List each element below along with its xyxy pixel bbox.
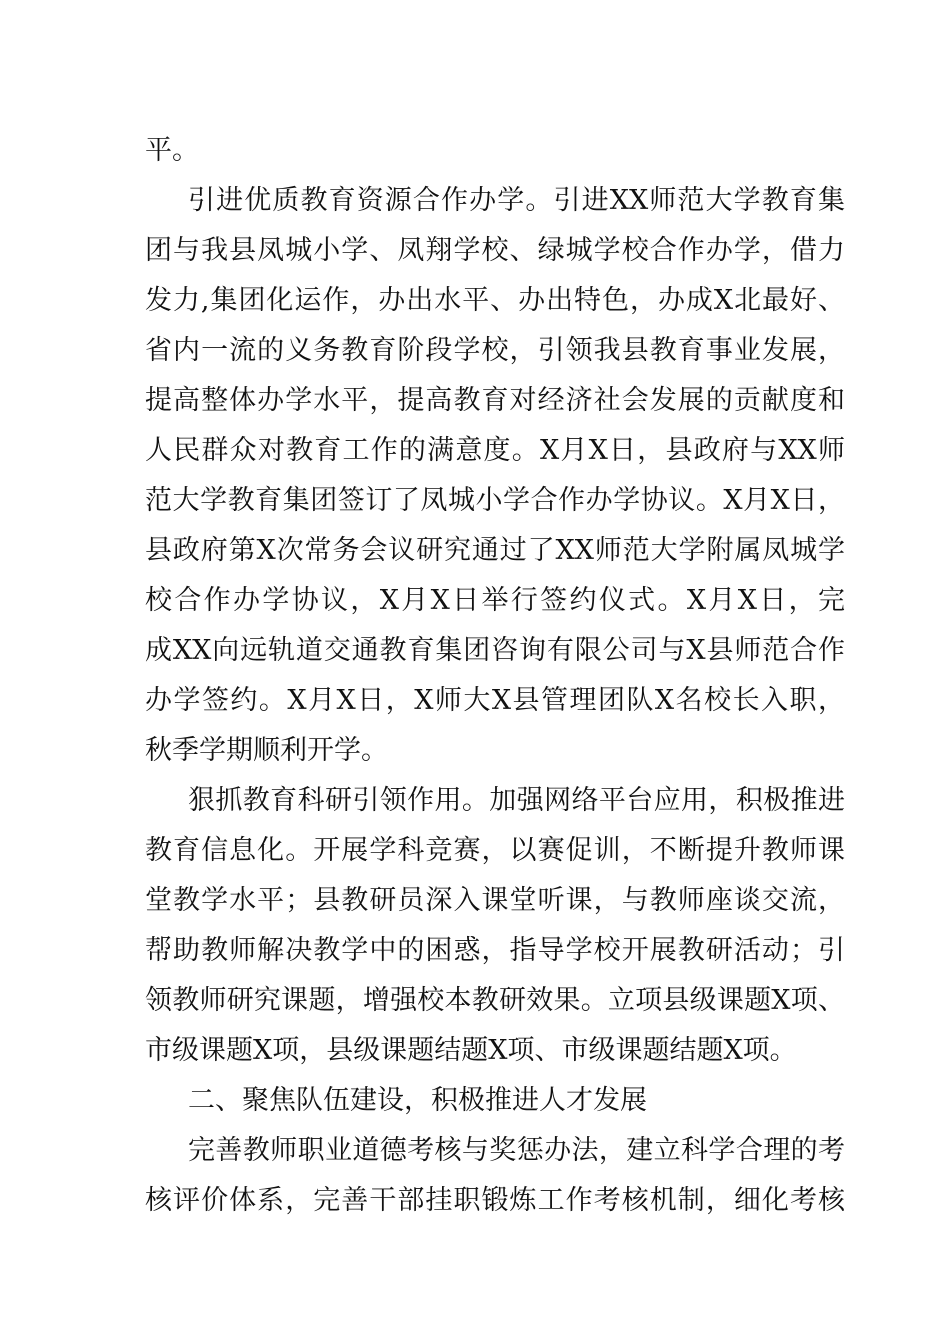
text-line: 省内一流的义务教育阶段学校，引领我县教育事业发展， [145, 335, 845, 366]
text-line: 帮助教师解决教学中的困惑，指导学校开展教研活动；引 [145, 935, 845, 966]
text-line: 教育信息化。开展学科竞赛，以赛促训，不断提升教师课 [145, 835, 845, 866]
text-line: 校合作办学协议，X月X日举行签约仪式。X月X日，完 [145, 585, 845, 616]
text-line: 引进优质教育资源合作办学。引进XX师范大学教育集 [188, 185, 845, 216]
text-line: 县政府第X次常务会议研究通过了XX师范大学附属凤城学 [145, 535, 845, 566]
text-line: 核评价体系，完善干部挂职锻炼工作考核机制，细化考核 [145, 1185, 845, 1216]
section-heading: 二、聚焦队伍建设，积极推进人才发展 [188, 1085, 647, 1116]
text-line: 成XX向远轨道交通教育集团咨询有限公司与X县师范合作 [145, 635, 845, 666]
text-line: 团与我县凤城小学、凤翔学校、绿城学校合作办学，借力 [145, 235, 845, 266]
text-line: 狠抓教育科研引领作用。加强网络平台应用，积极推进 [188, 785, 845, 816]
text-line: 发力,集团化运作，办出水平、办出特色，办成X北最好、 [145, 285, 845, 316]
text-line: 平。 [145, 135, 199, 166]
text-line: 人民群众对教育工作的满意度。X月X日，县政府与XX师 [145, 435, 845, 466]
text-line: 范大学教育集团签订了凤城小学合作办学协议。X月X日， [145, 485, 845, 516]
text-line: 堂教学水平；县教研员深入课堂听课，与教师座谈交流， [145, 885, 845, 916]
text-line: 秋季学期顺利开学。 [145, 735, 388, 766]
text-line: 提高整体办学水平，提高教育对经济社会发展的贡献度和 [145, 385, 845, 416]
text-line: 办学签约。X月X日，X师大X县管理团队X名校长入职， [145, 685, 845, 716]
text-line: 完善教师职业道德考核与奖惩办法，建立科学合理的考 [188, 1135, 845, 1166]
text-line: 领教师研究课题，增强校本教研效果。立项县级课题X项、 [145, 985, 845, 1016]
text-line: 市级课题X项，县级课题结题X项、市级课题结题X项。 [145, 1035, 797, 1066]
